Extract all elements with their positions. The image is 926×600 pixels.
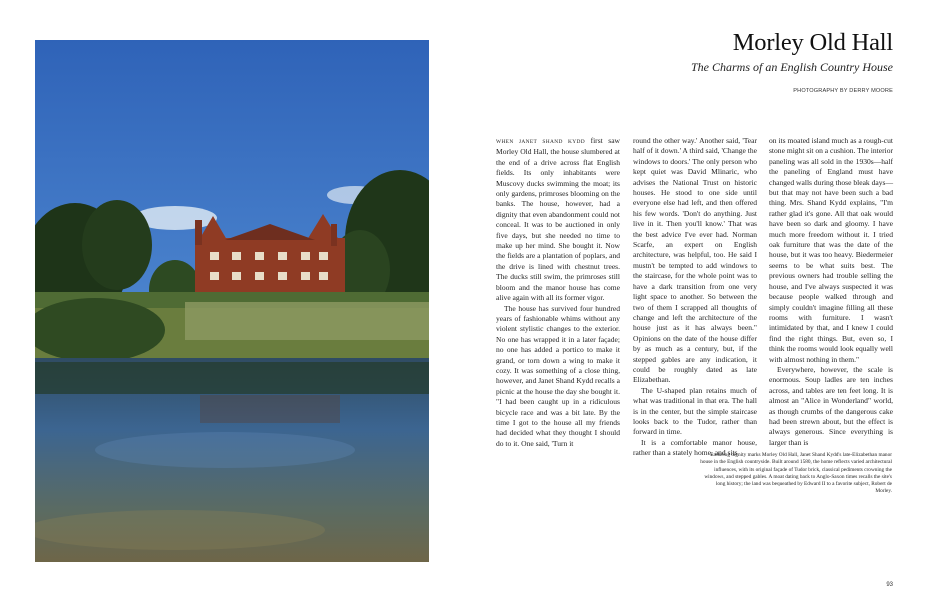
lead-in-caps: WHEN JANET SHAND KYDD — [496, 139, 586, 145]
text-column-2 — [633, 136, 757, 459]
page-number: 93 — [886, 582, 893, 588]
paragraph: The U-shaped plan retains much of what was traditional in that era. The hall is in the center, but the simple staircase looks back to the Tudor, rather than forward in time. — [633, 385, 757, 437]
paragraph-text: first saw Morley Old Hall, the house slumbered at the end of a drive across flat English fields. Its only inhabitants were Muscovy ducks swimming the moat; its only gardens, primroses blooming on the banks. The house, however, had a dignity that even abandonment could not conceal. It was to be auctioned in only five days, but she needed no time to make up her mind. She bought it. Now the fields are a plantation of poplars, and the drive is lined with chestnut trees. The ducks still swim, the primroses still bloom and the manor house has come alive again with all its former vigor. — [496, 136, 620, 303]
text-column-3 — [769, 136, 893, 448]
paragraph — [496, 136, 620, 304]
manor-house-photo — [35, 40, 429, 562]
photo-credit: PHOTOGRAPHY BY DERRY MOORE — [793, 88, 893, 94]
text-column-1 — [496, 136, 620, 449]
article-subtitle: The Charms of an English Country House — [690, 60, 893, 74]
paragraph: The house has survived four hundred years of fashionable whims without any violent stylistic changes to the exterior. No one has wrapped it in a later façade; no one has added a portico to make it grand, or torn down a wing to make it cozy. It was something of a close thing, however, and Janet Shand Kydd recalls a picnic at the house the day she bought it. "I had been caught up in a ridiculous bicycle race and was a bit late. By the time I got to the house all my friends had decided what they thought I should do to it. One said, 'Turn it — [496, 303, 620, 448]
article-title: Morley Old Hall — [732, 29, 893, 56]
paragraph: on its moated island much as a rough-cut stone might sit on a cushion. The interior paneling was all sold in the 1930s—half the paneling of England must have changed walls during those bleak days—but that may not have been such a bad thing. Mrs. Shand Kydd explains, "I'm rather glad it's gone. All that oak would have been so dark and gloomy. I have much more freedom without it. I tried oak furniture that was the date of the house, but it was too heavy. Biedermeier seems to be what suits best. The previous owners had trouble selling the house, and I've always suspected it was because people walked through and simply couldn't imagine filling all these rooms with furniture. I wasn't intimidated by that, and I knew I could find the right things. But, even so, I think the rooms would look equally well with almost nothing in them." — [769, 136, 893, 364]
paragraph: round the other way.' Another said, 'Tear half of it down.' A third said, 'Change the windows to doors.' The only person who kept quiet was David Mlinaric, who advises the National Trust on historic houses. He stood to one side until everyone else had left, and then offered his few words. 'Don't do anything. Just live in it. Then you'll know.' That was the best advice I've ever had. Norman Scarfe, an expert on English architecture, was helpful, too. He said I mustn't be tempted to add windows to the staircase, for the whole point was to have a dark transition from one very light space to another. So between the two of them I scrapped all thoughts of change and left the architecture of the house just as it has always been." Opinions on the date of the house differ by as much as a century, but, if the stepped gables are any indication, it could be roughly dated as late Elizabethan. — [633, 136, 757, 385]
paragraph: It is a comfortable manor house, rather than a stately home, and sits — [633, 437, 757, 458]
paragraph: Everywhere, however, the scale is enormous. Soup ladles are ten inches across, and tables are ten feet long. It is almost an "Alice in Wonderland" world, as though crumbs of the dangerous cake had been strewn about, but the effect is always generous. Since everything is larger than is — [769, 364, 893, 447]
manor-photo-illustration — [35, 40, 429, 562]
manor-house-drawing — [195, 214, 345, 303]
photo-caption: Enduring dignity marks Morley Old Hall, Janet Shand Kydd's late-Elizabethan manor house in the English countryside. Built around 1580, the home reflects varied architectural influences, with its original façade of Tudor brick, classical pediments crowning the windows, and stepped gables. A moat dating back to Anglo-Saxon times recalls the site's long history; the land was bequeathed by Edward II to a favorite subject, Robert de Morley. — [700, 452, 892, 495]
